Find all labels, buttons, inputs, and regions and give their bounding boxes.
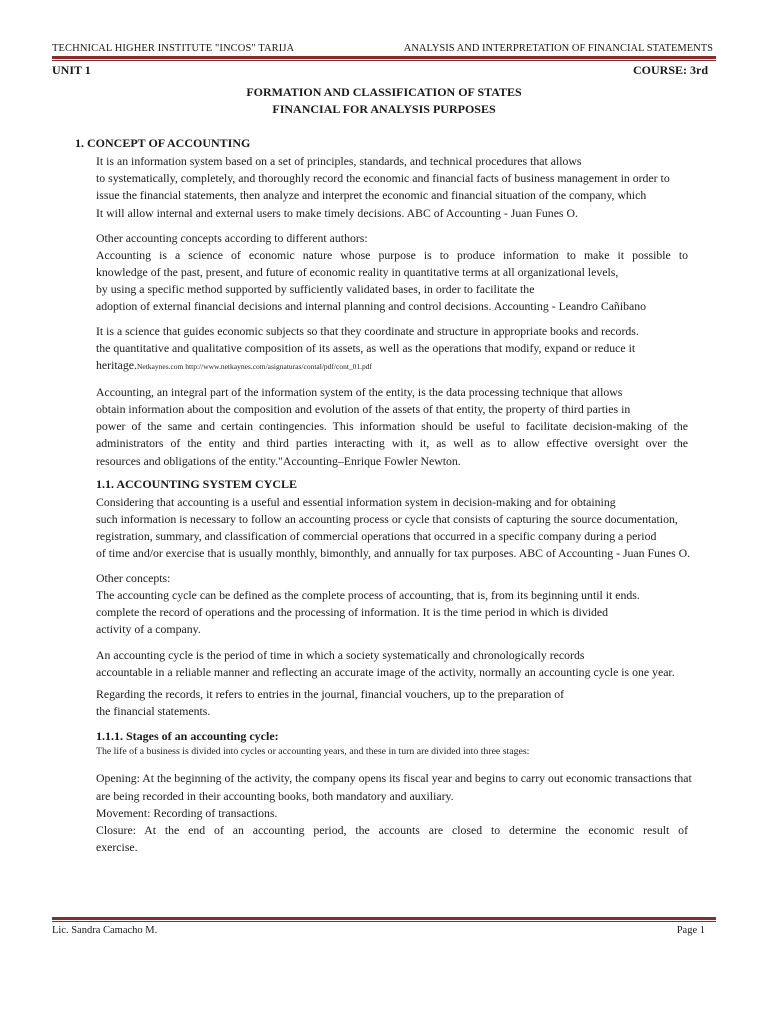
paragraph-line: resources and obligations of the entity."Accounting–Enrique Fowler Newton.	[96, 454, 461, 468]
paragraph-line: Accounting is a science of economic nature whose purpose is to produce information to make it possible to	[96, 248, 688, 262]
paragraph-line: activity of a company.	[96, 622, 201, 636]
paragraph-line: Closure: At the end of an accounting period, the accounts are closed to determine the economic result of	[96, 823, 688, 837]
paragraph-line: Opening: At the beginning of the activity, the company opens its fiscal year and begins to carry out economic transactions that	[96, 771, 692, 785]
course-label: COURSE: 3rd	[632, 63, 708, 77]
source-citation: Netkaynes.com http://www.netkaynes.com/asignaturas/contal/pdf/cont_01.pdf	[136, 362, 373, 371]
paragraph-line: knowledge of the past, present, and future of economic reality in quantitative terms at all organizational levels,	[96, 265, 619, 279]
unit-label: UNIT 1	[52, 63, 91, 77]
paragraph-line: adoption of external financial decisions and internal planning and control decisions. Accounting - Leandro Cañibano	[96, 299, 647, 313]
paragraph-line: issue the financial statements, then analyze and interpret the economic and financial situation of the company, which	[96, 188, 647, 202]
paragraph-line: It will allow internal and external users to make timely decisions. ABC of Accounting - Juan Funes O.	[96, 206, 578, 220]
paragraph-line: administrators of the entity and third parties interacting with it, as well as to allow effective oversight over the	[96, 436, 688, 450]
paragraph-line-source	[96, 358, 372, 373]
section-heading-concept: 1. CONCEPT OF ACCOUNTING	[75, 136, 251, 150]
paragraph-line: The accounting cycle can be defined as the complete process of accounting, that is, from its beginning until it ends.	[96, 588, 640, 602]
paragraph-line: It is a science that guides economic subjects so that they coordinate and structure in appropriate books and records.	[96, 324, 639, 338]
document-title-line-1: FORMATION AND CLASSIFICATION OF STATES	[246, 85, 522, 99]
paragraph-line: by using a specific method supported by sufficiently validated bases, in order to facilitate the	[96, 282, 535, 296]
paragraph-line: are being recorded in their accounting books, both mandatory and auxiliary.	[96, 789, 454, 803]
paragraph-text: heritage.	[96, 358, 137, 372]
paragraph-line: Movement: Recording of transactions.	[96, 806, 278, 820]
paragraph-line: exercise.	[96, 840, 138, 854]
paragraph-line: such information is necessary to follow an accounting process or cycle that consists of capturing the source documentation,	[96, 512, 678, 526]
paragraph-line: accountable in a reliable manner and reflecting an accurate image of the activity, normally an accounting cycle is one year.	[96, 665, 675, 679]
paragraph-line: An accounting cycle is the period of time in which a society systematically and chronologically records	[96, 648, 585, 662]
document-title-line-2: FINANCIAL FOR ANALYSIS PURPOSES	[272, 102, 496, 116]
footer-rule	[52, 917, 716, 920]
paragraph-line: of time and/or exercise that is usually monthly, bimonthly, and annually for tax purposes. ABC of Accounting - Juan Funes O.	[96, 546, 691, 560]
footer-author: Lic. Sandra Camacho M.	[52, 925, 158, 936]
paragraph-line: complete the record of operations and the processing of information. It is the time period in which is divided	[96, 605, 609, 619]
paragraph-line: the financial statements.	[96, 704, 211, 718]
paragraph-line: obtain information about the composition and evolution of the assets of that entity, the property of third parties in	[96, 402, 631, 416]
section-heading-cycle: 1.1. ACCOUNTING SYSTEM CYCLE	[96, 477, 298, 491]
paragraph-line: to systematically, completely, and thoroughly record the economic and financial facts of business management in order to	[96, 171, 670, 185]
paragraph-line: Accounting, an integral part of the information system of the entity, is the data processing technique that allows	[96, 385, 623, 399]
paragraph-line: registration, summary, and classification of commercial operations that occurred in a specific company during a period	[96, 529, 657, 543]
paragraph-line: Regarding the records, it refers to entries in the journal, financial vouchers, up to the preparation of	[96, 687, 565, 701]
paragraph-line: The life of a business is divided into cycles or accounting years, and these in turn are divided into three stages:	[96, 746, 530, 757]
footer-rule-thin	[52, 921, 716, 922]
paragraph-line: It is an information system based on a set of principles, standards, and technical procedures that allows	[96, 154, 582, 168]
header-rule	[52, 56, 716, 59]
paragraph-line: power of the same and certain contingencies. This information should be useful to facilitate decision-making of the	[96, 419, 688, 433]
page-number: Page 1	[676, 925, 705, 936]
paragraph-line: Other accounting concepts according to different authors:	[96, 231, 368, 245]
paragraph-line: Other concepts:	[96, 571, 171, 585]
section-heading-stages: 1.1.1. Stages of an accounting cycle:	[96, 729, 279, 743]
paragraph-line: Considering that accounting is a useful and essential information system in decision-making and for obtaining	[96, 495, 616, 509]
header-subject: ANALYSIS AND INTERPRETATION OF FINANCIAL STATEMENTS	[403, 43, 713, 54]
header-rule-thin	[52, 60, 716, 61]
paragraph-line: the quantitative and qualitative composition of its assets, as well as the operations that modify, expand or reduce it	[96, 341, 636, 355]
header-institute: TECHNICAL HIGHER INSTITUTE "INCOS" TARIJA	[52, 43, 295, 54]
